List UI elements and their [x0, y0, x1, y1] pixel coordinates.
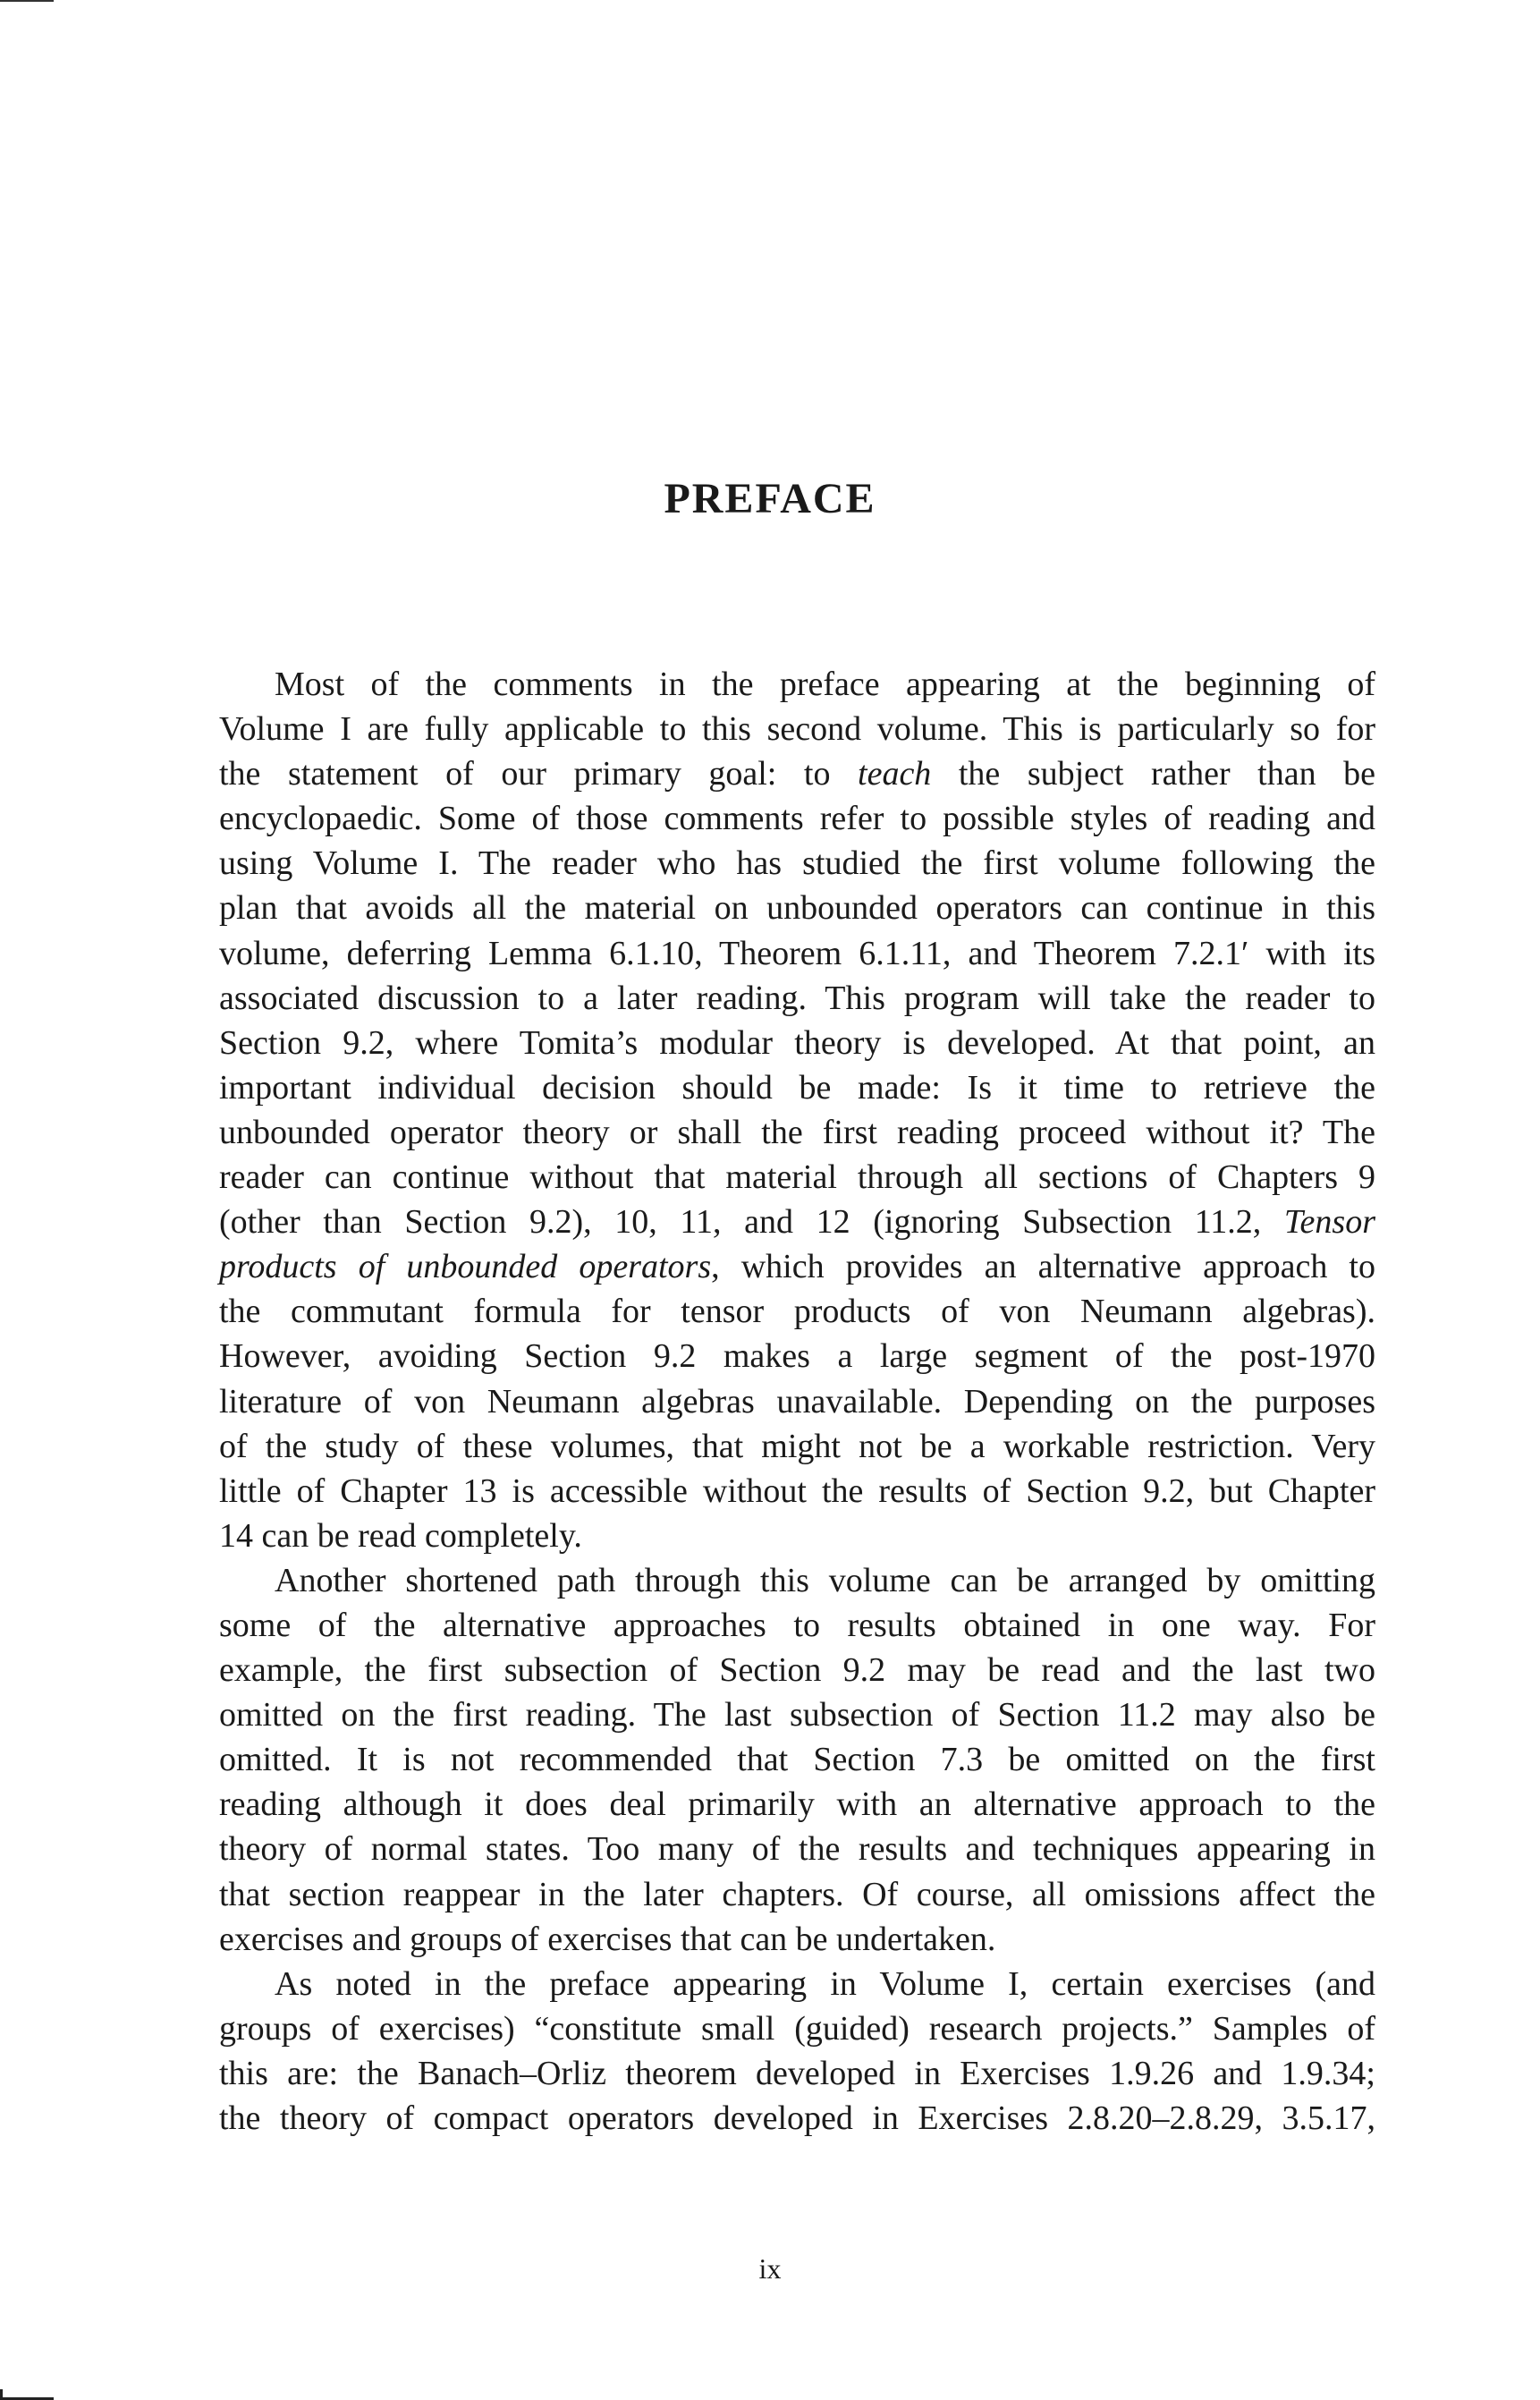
text-line-part: the subject rather than be [931, 755, 1375, 793]
text-line: omitted. It is not recommended that Section 7.3 be omitted on the first [219, 1741, 1375, 1779]
text-line: the theory of compact operators developed in Exercises 2.8.20–2.8.29, 3.5.17, [219, 2099, 1375, 2137]
text-line: important individual decision should be made: Is it time to retrieve the [219, 1068, 1375, 1107]
emphasis-teach: teach [858, 755, 932, 793]
text-line: Volume I are fully applicable to this second volume. This is particularly so for [219, 710, 1375, 749]
text-line-part: , which provides an alternative approach to [711, 1248, 1375, 1286]
text-line: reading although it does deal primarily with an alternative approach to the [219, 1785, 1375, 1824]
text-line: groups of exercises) “constitute small (guided) research projects.” Samples of [219, 2009, 1375, 2048]
text-line: using Volume I. The reader who has studied the first volume following the [219, 844, 1375, 883]
paragraph-1 [164, 662, 1375, 1558]
text-line: that section reappear in the later chapters. Of course, all omissions affect the [219, 1875, 1375, 1913]
text-line: of the study of these volumes, that might not be a workable restriction. Very [219, 1427, 1375, 1465]
text-line [164, 751, 1375, 796]
text-line-part: (other than Section 9.2), 10, 11, and 12 (ignoring Subsection 11.2, [219, 1203, 1284, 1242]
text-line: Section 9.2, where Tomita’s modular theory is developed. At that point, an [219, 1023, 1375, 1062]
text-line: the commutant formula for tensor products of von Neumann algebras). [219, 1293, 1375, 1331]
scan-edge-mark-top [0, 0, 54, 2]
text-line: example, the first subsection of Section 9.2 may be read and the last two [219, 1651, 1375, 1690]
preface-body [164, 662, 1375, 2141]
text-line: reader can continue without that material through all sections of Chapters 9 [219, 1158, 1375, 1197]
text-line-part: the statement of our primary goal: to [219, 755, 859, 793]
text-line: Another shortened path through this volume can be arranged by omitting [275, 1561, 1375, 1599]
page-number: ix [758, 2252, 782, 2285]
text-line: exercises and groups of exercises that can be undertaken. [219, 1920, 996, 1958]
text-line: this are: the Banach–Orliz theorem developed in Exercises 1.9.26 and 1.9.34; [219, 2054, 1375, 2092]
text-line [164, 1200, 1375, 1244]
emphasis-products-title: products of unbounded operators [219, 1248, 712, 1286]
text-line: associated discussion to a later reading. This program will take the reader to [219, 979, 1375, 1017]
text-line: little of Chapter 13 is accessible without the results of Section 9.2, but Chapter [219, 1471, 1375, 1510]
page-title: PREFACE [664, 475, 876, 522]
text-line: volume, deferring Lemma 6.1.10, Theorem 6.1.11, and Theorem 7.2.1′ with its [219, 934, 1375, 972]
text-line: plan that avoids all the material on unbounded operators can continue in this [219, 889, 1375, 928]
scan-edge-mark-bottom-vertical [0, 2389, 3, 2400]
paragraph-2 [164, 1558, 1375, 1962]
text-line: unbounded operator theory or shall the first reading proceed without it? The [219, 1113, 1375, 1151]
emphasis-tensor: Tensor [1283, 1203, 1375, 1242]
text-line: Most of the comments in the preface appearing at the beginning of [275, 666, 1375, 703]
text-line: 14 can be read completely. [219, 1516, 582, 1555]
text-line: However, avoiding Section 9.2 makes a large segment of the post-1970 [219, 1337, 1375, 1376]
text-line: As noted in the preface appearing in Volume I, certain exercises (and [275, 1964, 1375, 2003]
text-line: omitted on the first reading. The last subsection of Section 11.2 may also be [219, 1696, 1375, 1734]
paragraph-3 [164, 1962, 1375, 2141]
text-line: theory of normal states. Too many of the results and techniques appearing in [219, 1830, 1375, 1869]
text-line: encyclopaedic. Some of those comments refer to possible styles of reading and [219, 800, 1375, 838]
text-line: literature of von Neumann algebras unavailable. Depending on the purposes [219, 1382, 1375, 1420]
text-line [164, 1244, 1375, 1289]
text-line: some of the alternative approaches to results obtained in one way. For [219, 1606, 1375, 1644]
